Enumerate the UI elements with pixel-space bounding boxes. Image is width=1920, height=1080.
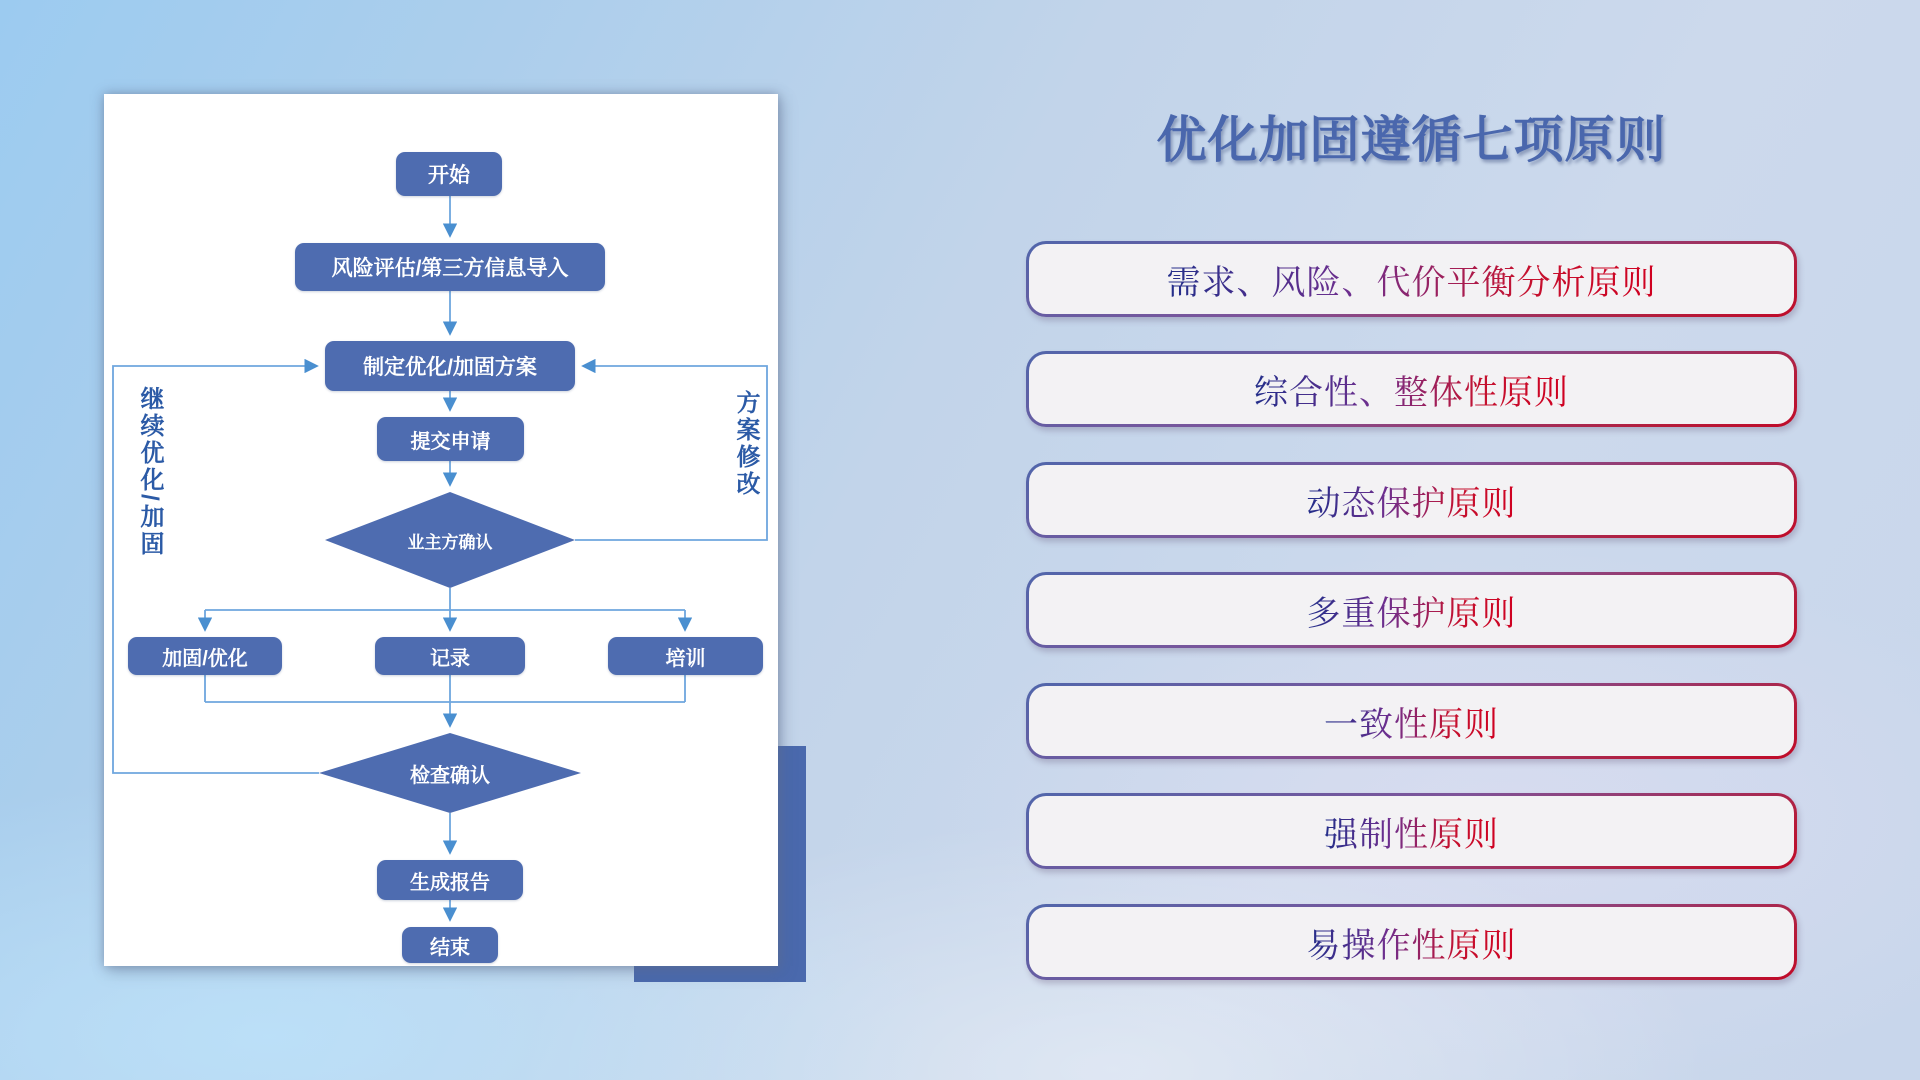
flowchart-card [104, 94, 778, 966]
principle-text-4: 多重保护原则 [1307, 586, 1517, 635]
principle-box-7 [1026, 904, 1797, 980]
principle-text-5: 一致性原则 [1324, 697, 1499, 746]
principle-box-5 [1026, 683, 1797, 759]
edge-label-plan-revise: 方案修改 [732, 390, 759, 498]
flow-node-end: 结束 [402, 927, 498, 963]
flow-node-reinforce: 加固/优化 [128, 637, 282, 675]
principle-box-6 [1026, 793, 1797, 869]
principle-box-2 [1026, 351, 1797, 427]
flow-node-make-plan: 制定优化/加固方案 [325, 341, 575, 391]
flow-node-start: 开始 [396, 152, 502, 196]
flow-node-owner-confirm-label: 业主方确认 [407, 532, 493, 552]
principle-box-3 [1026, 462, 1797, 538]
flow-node-training: 培训 [608, 637, 763, 675]
page-title: 优化加固遵循七项原则 [1156, 112, 1667, 168]
edge-label-continue-optimize: 继续优化/加固 [136, 386, 163, 558]
principle-text-7: 易操作性原则 [1307, 918, 1517, 967]
principle-box-1 [1026, 241, 1797, 317]
flow-node-check-confirm-label: 检查确认 [410, 764, 490, 787]
flow-node-report: 生成报告 [377, 860, 523, 900]
principle-text-3: 动态保护原则 [1307, 476, 1517, 525]
flow-node-submit: 提交申请 [377, 417, 524, 461]
principle-box-4 [1026, 572, 1797, 648]
principle-text-2: 综合性、整体性原则 [1254, 365, 1569, 414]
flow-node-record: 记录 [375, 637, 525, 675]
flow-node-risk-assess: 风险评估/第三方信息导入 [295, 243, 605, 291]
principle-text-1: 需求、风险、代价平衡分析原则 [1167, 255, 1657, 304]
principle-text-6: 强制性原则 [1324, 807, 1499, 856]
